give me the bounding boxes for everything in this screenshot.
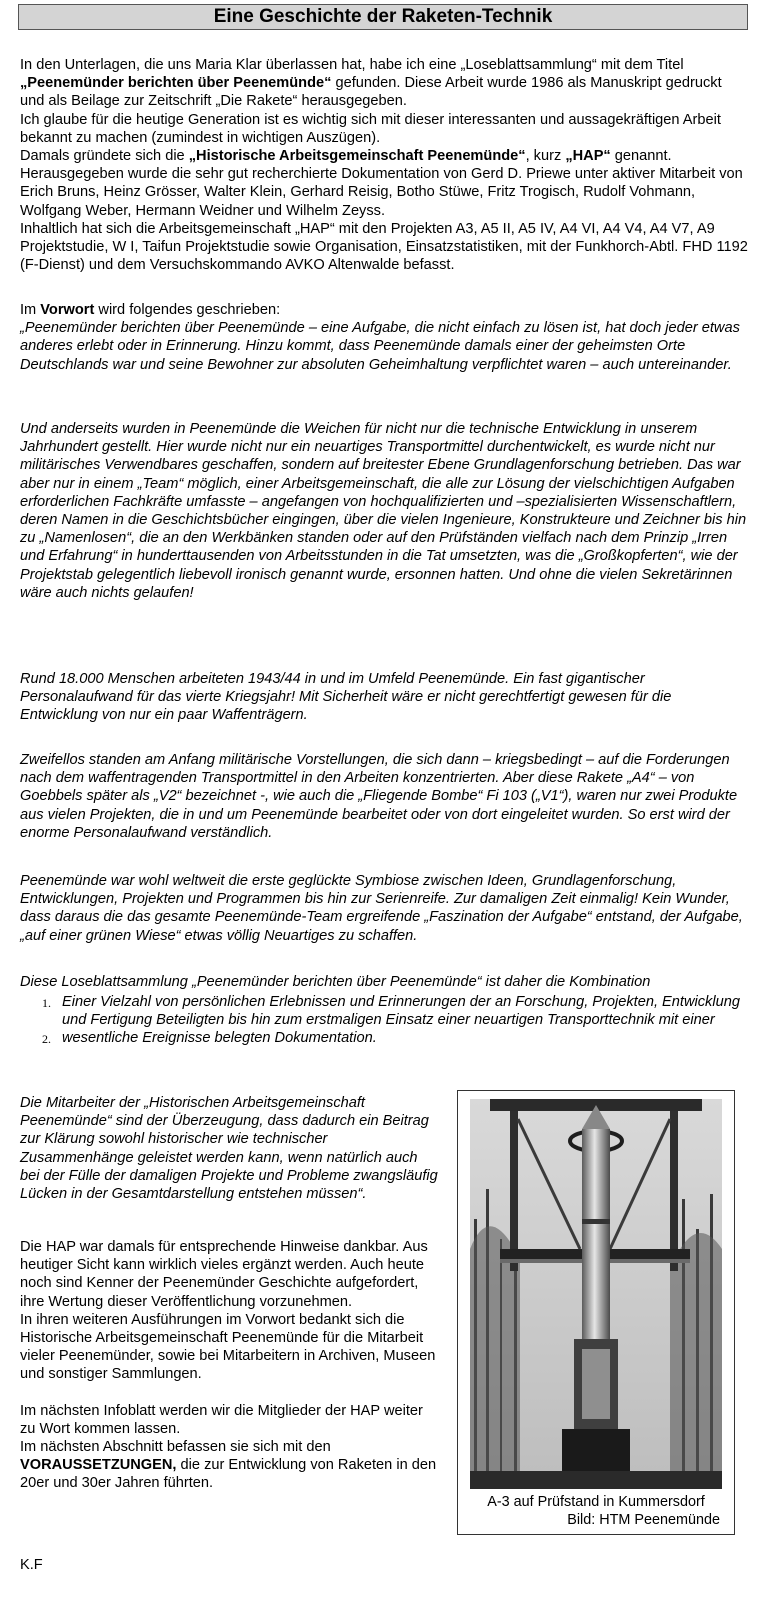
hap-full-name: „Historische Arbeitsgemeinschaft Peenemünde“: [188, 148, 526, 165]
closing-paragraph: Die HAP war damals für entsprechende Hinweise dankbar. Aus heutiger Sicht kann wirklich vieles ergänzt werden. Auch heute noch sind Kenner der Peenemünder Geschichte aufgefordert, ihre Wertung dieser Veröffentlichung vorzunehmen.: [20, 1239, 428, 1310]
closing-paragraph: [20, 1438, 440, 1493]
quote-paragraph: Und anderseits wurden in Peenemünde die Weichen für nicht nur die technische Entwicklung in unserem Jahrhundert gestellt. Hier wurde nicht nur ein neuartiges Transportmittel durchentwickelt, es wurde nicht nur militärisches Verwendbares geschaffen, sondern auf breitester Ebene Grundlagenforschung betrieben. Das war aber nur in einem „Team“ möglich, einer Arbeitsgemeinschaft, die alle zur Lösung der vielschichtigen Aufgaben erforderlichen Fachkräfte umfasste – angefangen von hochqualifizierten und –spezialisierten Wissenschaftlern, deren Namen in die Geschichtsbücher eingingen, über die vielen Ingenieure, Konstrukteure und Zeichner bis hin zu „Namenlosen“, die an den Werkbänken standen oder auf den Prüfständen vielfach nach dem Prinzip „Irren und Erfahrung“ in hunderttausenden von Arbeitsstunden in die Tat umsetzten, was die „Großkopferten“, wie der Projektstab gelegentlich liebevoll ironisch genannt wurde, ersonnen hatten. Und ohne die vielen Sekretärinnen wäre auch nichts gelaufen!: [20, 421, 747, 601]
collection-title: „Peenemünder berichten über Peenemünde“: [20, 75, 332, 92]
vorwort-lead-text: Im: [20, 302, 41, 318]
intro-text: gefunden. Diese Arbeit wurde 1986 als Manuskript gedruckt und als Beilage zur Zeitschrift „Die Rakete“ herausgegeben.: [20, 75, 722, 110]
intro-section: [20, 56, 750, 274]
quote-paragraph: Die Mitarbeiter der „Historischen Arbeitsgemeinschaft Peenemünde“ sind der Überzeugung, dass dadurch ein Beitrag zur Klärung sowohl historischer wie technischer Zusammenhänge geleistet werden kann, wenn natürlich auch bei der Fülle der damaligen Projekte und Probleme zwangsläufig Lücken in der Gesamtdarstellung entstehen müssen“.: [20, 1095, 438, 1203]
list-number: 2.: [42, 1032, 51, 1047]
quote-paragraph: Peenemünde war wohl weltweit die erste geglückte Symbiose zwischen Ideen, Grundlagenforschung, Entwicklungen, Projekten und Programmen bis hin zur Serienreife. Zur damaligen Zeit einmalig! Kein Wunder, dass daraus die das gesamte Peenemünde-Team ergreifende „Faszination der Aufgabe“ entstand, der Aufgabe, „auf einer grünen Wiese“ etwas völlig Neuartiges zu schaffen.: [20, 873, 743, 944]
contributors-text: Herausgegeben wurde die sehr gut recherchierte Dokumentation von Gerd D. Priewe unter aktiver Mitarbeit von Erich Bruns, Heinz Grösser, Walter Klein, Gerhard Reisig, Botho Stüwe, Fritz Trogisch, Rudolf Vohmann, Wolfgang Weber, Hermann Weidner und Wilhelm Zeyss.: [20, 166, 743, 219]
list-item: [20, 993, 740, 1029]
list-item-text: Einer Vielzahl von persönlichen Erlebnissen und Erinnerungen der an Forschung, Projekten, Entwicklung und Fertigung Beteiligten bis hin zum erstmaligen Einsatz einer neuartigen Transporttechnik mit einer: [62, 994, 740, 1029]
page-title: Eine Geschichte der Raketen-Technik: [18, 4, 748, 30]
list-number: 1.: [42, 996, 51, 1010]
intro-text: , kurz: [525, 148, 566, 165]
list-item-text: wesentliche Ereignisse belegten Dokumentation.: [62, 1030, 377, 1047]
vorwort-label: Vorwort: [40, 302, 95, 318]
closing-text: die zur Entwicklung von Raketen in den 20er und 30er Jahren führten.: [20, 1457, 437, 1492]
quote-paragraph: „Peenemünder berichten über Peenemünde – eine Aufgabe, die nicht einfach zu lösen ist, hat doch jeder etwas anderes erlebt oder in Erinnerung. Hinzu kommt, dass Peenemünde damals einer der geheimsten Orte Deutschlands war und seine Bewohner zur absoluten Geheimhaltung verpflichtet waren – auch untereinander.: [20, 320, 740, 373]
hap-short-name: „HAP“: [565, 148, 611, 165]
quote-paragraph: Diese Loseblattsammlung „Peenemünder berichten über Peenemünde“ ist daher die Kombination: [20, 974, 651, 990]
closing-paragraph: In ihren weiteren Ausführungen im Vorwort bedankt sich die Historische Arbeitsgemeinschaft Peenemünde für die Mitarbeit vieler Peenemünder, sowie bei Mitarbeitern in Archiven, Museen und sonstiger Sammlungen.: [20, 1311, 436, 1383]
photo-figure: [457, 1090, 735, 1535]
quote-paragraph: Zweifellos standen am Anfang militärische Vorstellungen, die sich dann – kriegsbedingt – auf die Forderungen nach dem waffentragenden Transportmittel in den Arbeiten konzentrierten. Aber diese Rakete „A4“ – von Goebbels später als „V2“ bezeichnet -, wie auch die „Fliegende Bombe“ Fi 103 („V1“), waren nur zwei Produkte aus vielen Projekten, die in und um Peenemünde bearbeitet oder von dort eingeleitet wurden. So erst wird der enorme Personalaufwand verständlich.: [20, 752, 738, 841]
intro-paragraph: [20, 56, 750, 111]
quote-paragraph: Rund 18.000 Menschen arbeiteten 1943/44 in und im Umfeld Peenemünde. Ein fast gigantischer Personalaufwand für das vierte Kriegsjahr! Mit Sicherheit wäre er nicht gerechtfertigt gewesen für die Entwicklung von nur ein paar Waffenträgern.: [20, 671, 672, 724]
figure-caption: [468, 1493, 724, 1529]
caption-title: A-3 auf Prüfstand in Kummersdorf: [487, 1494, 705, 1510]
closing-paragraph: Im nächsten Infoblatt werden wir die Mitglieder der HAP weiter zu Wort kommen lassen.: [20, 1402, 423, 1437]
projects-text: Inhaltlich hat sich die Arbeitsgemeinschaft „HAP“ mit den Projekten A3, A5 II, A5 IV, A4 VI, A4 V4, A4 V7, A9 Projektstudie, W I, Taifun Projektstudie sowie Organisation, Einsatzstatistiken, mit der Funkhorch-Abtl. FHD 1192 (F-Dienst) und dem Versuchskommando AVKO Altenwalde befasst.: [20, 220, 748, 274]
vorwort-section: [20, 301, 750, 374]
vorwort-lead-text: wird folgendes geschrieben:: [94, 302, 281, 318]
intro-text: Damals gründete sich die: [20, 148, 189, 165]
intro-text: In den Unterlagen, die uns Maria Klar überlassen hat, habe ich eine „Loseblattsammlung“ mit dem Titel: [20, 57, 684, 73]
intro-text: genannt.: [610, 148, 672, 165]
closing-section: [20, 1238, 440, 1493]
rocket-test-stand-photo: [470, 1099, 722, 1489]
intro-paragraph: [20, 147, 750, 165]
list-item: [20, 1029, 740, 1047]
caption-credit: Bild: HTM Peenemünde: [567, 1512, 720, 1528]
vorwort-lead: [20, 301, 750, 319]
intro-text: Ich glaube für die heutige Generation ist es wichtig sich mit dieser interessanten und aussagekräftigen Arbeit bekannt zu machen (zumindest in wichtigen Auszügen).: [20, 111, 721, 146]
voraussetzungen-label: VORAUSSETZUNGEN,: [20, 1457, 177, 1474]
combination-list: [20, 993, 740, 1048]
closing-text: Im nächsten Abschnitt befassen sie sich mit den: [20, 1439, 331, 1456]
signature: K.F: [20, 1557, 43, 1573]
